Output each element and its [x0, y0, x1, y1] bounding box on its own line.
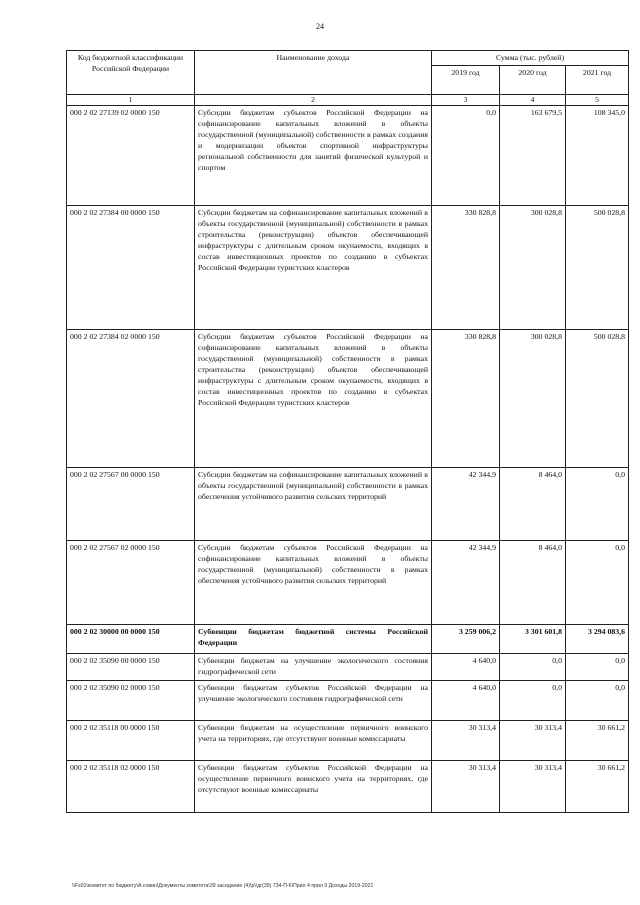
column-number: 3: [432, 95, 500, 106]
row-value-2020: 30 313,4: [500, 721, 566, 761]
row-value-2019: 30 313,4: [432, 761, 500, 813]
row-value-2021: 0,0: [566, 681, 629, 721]
row-value-2019: 330 828,8: [432, 330, 500, 468]
table-row-total: [67, 625, 629, 654]
row-value-2021: 0,0: [566, 468, 629, 541]
table-row: [67, 654, 629, 681]
row-value-2020: 0,0: [500, 654, 566, 681]
column-numbers-row: [67, 95, 629, 106]
row-value-2019: 0,0: [432, 106, 500, 206]
row-value-2020: 3 301 601,8: [500, 625, 566, 654]
row-code: 000 2 02 27567 00 0000 150: [67, 468, 195, 541]
row-code: 000 2 02 35118 02 0000 150: [67, 761, 195, 813]
row-value-2019: 4 640,0: [432, 681, 500, 721]
row-value-2021: 500 028,8: [566, 206, 629, 330]
row-name: Субсидии бюджетам на софинансирование капитальных вложений в объекты государственной (муниципальной) собственности в рамках обеспечения устойчивого развития сельских территорий: [195, 468, 432, 541]
header-name: Наименование дохода: [195, 51, 432, 95]
table-row: [67, 330, 629, 468]
row-value-2019: 42 344,9: [432, 468, 500, 541]
row-value-2019: 4 640,0: [432, 654, 500, 681]
column-number: 1: [67, 95, 195, 106]
row-name: Субвенции бюджетам субъектов Российской Федерации на улучшение экологического состояния гидрографической сети: [195, 681, 432, 721]
row-name: Субсидии бюджетам субъектов Российской Федерации на софинансирование капитальных вложений в объекты государственной (муниципальной) собственности в рамках строительства (реконструкции) объектов обеспечивающей инфраструктуры с длительным сроком окупаемости, входящих в состав инвестиционных проектов по созданию в субъектах Российской Федерации туристских кластеров: [195, 330, 432, 468]
page-number: 24: [316, 22, 324, 31]
row-name: Субсидии бюджетам субъектов Российской Федерации на софинансирование капитальных вложений в объекты государственной (муниципальной) собственности в рамках создания и модернизации объектов спортивной инфраструктуры региональной собственности для занятий физической культурой и спортом: [195, 106, 432, 206]
table-row: [67, 761, 629, 813]
table-row: [67, 106, 629, 206]
row-code: 000 2 02 30000 00 0000 150: [67, 625, 195, 654]
row-value-2020: 163 679,5: [500, 106, 566, 206]
table-row: [67, 468, 629, 541]
row-value-2021: 108 345,0: [566, 106, 629, 206]
table-row: [67, 541, 629, 625]
row-code: 000 2 02 27567 02 0000 150: [67, 541, 195, 625]
table-row: [67, 721, 629, 761]
table-row: [67, 206, 629, 330]
row-code: 000 2 02 27384 00 0000 150: [67, 206, 195, 330]
row-value-2020: 8 464,0: [500, 468, 566, 541]
table-row: [67, 681, 629, 721]
column-number: 5: [566, 95, 629, 106]
header-year-2021: 2021 год: [566, 66, 629, 95]
row-code: 000 2 02 35118 00 0000 150: [67, 721, 195, 761]
row-value-2019: 330 828,8: [432, 206, 500, 330]
row-value-2021: 3 294 083,6: [566, 625, 629, 654]
row-code: 000 2 02 35090 02 0000 150: [67, 681, 195, 721]
row-name: Субвенции бюджетам субъектов Российской Федерации на осуществление первичного воинского учета на территориях, где отсутствуют военные комиссариаты: [195, 761, 432, 813]
row-code: 000 2 02 27384 02 0000 150: [67, 330, 195, 468]
header-code: Код бюджетной классификации Российской Федерации: [67, 51, 195, 95]
row-value-2019: 3 259 006,2: [432, 625, 500, 654]
column-number: 4: [500, 95, 566, 106]
header-sum: Сумма (тыс. рублей): [432, 51, 629, 66]
row-value-2020: 30 313,4: [500, 761, 566, 813]
row-value-2019: 30 313,4: [432, 721, 500, 761]
row-name: Субсидии бюджетам субъектов Российской Федерации на софинансирование капитальных вложений в объекты государственной (муниципальной) собственности в рамках обеспечения устойчивого развития сельских территорий: [195, 541, 432, 625]
row-value-2021: 30 661,2: [566, 721, 629, 761]
row-name: Субвенции бюджетам на улучшение экологического состояния гидрографической сети: [195, 654, 432, 681]
header-year-2019: 2019 год: [432, 66, 500, 95]
header-year-2020: 2020 год: [500, 66, 566, 95]
row-value-2021: 500 028,8: [566, 330, 629, 468]
row-value-2021: 0,0: [566, 541, 629, 625]
row-value-2021: 30 661,2: [566, 761, 629, 813]
row-value-2020: 300 028,8: [500, 206, 566, 330]
row-code: 000 2 02 35090 00 0000 150: [67, 654, 195, 681]
row-value-2020: 300 028,8: [500, 330, 566, 468]
row-name: Субвенции бюджетам бюджетной системы Российской Федерации: [195, 625, 432, 654]
file-path-footer: \\Fs01\комитет по бюджету\А.совин\Документы комитета\39 заседание (4)\р\\дг(39) 734-П-6\Прил 4 прил 9 Доходы 2019-2021: [72, 883, 374, 889]
column-number: 2: [195, 95, 432, 106]
row-value-2020: 0,0: [500, 681, 566, 721]
row-value-2021: 0,0: [566, 654, 629, 681]
row-code: 000 2 02 27139 02 0000 150: [67, 106, 195, 206]
row-value-2019: 42 344,9: [432, 541, 500, 625]
row-value-2020: 8 464,0: [500, 541, 566, 625]
row-name: Субсидии бюджетам на софинансирование капитальных вложений в объекты государственной (муниципальной) собственности в рамках строительства (реконструкции) объектов обеспечивающей инфраструктуры с длительным сроком окупаемости, входящих в состав инвестиционных проектов по созданию в субъектах Российской Федерации туристских кластеров: [195, 206, 432, 330]
row-name: Субвенции бюджетам на осуществление первичного воинского учета на территориях, где отсутствуют военные комиссариаты: [195, 721, 432, 761]
budget-table: [66, 50, 629, 813]
header-row: [67, 51, 629, 66]
